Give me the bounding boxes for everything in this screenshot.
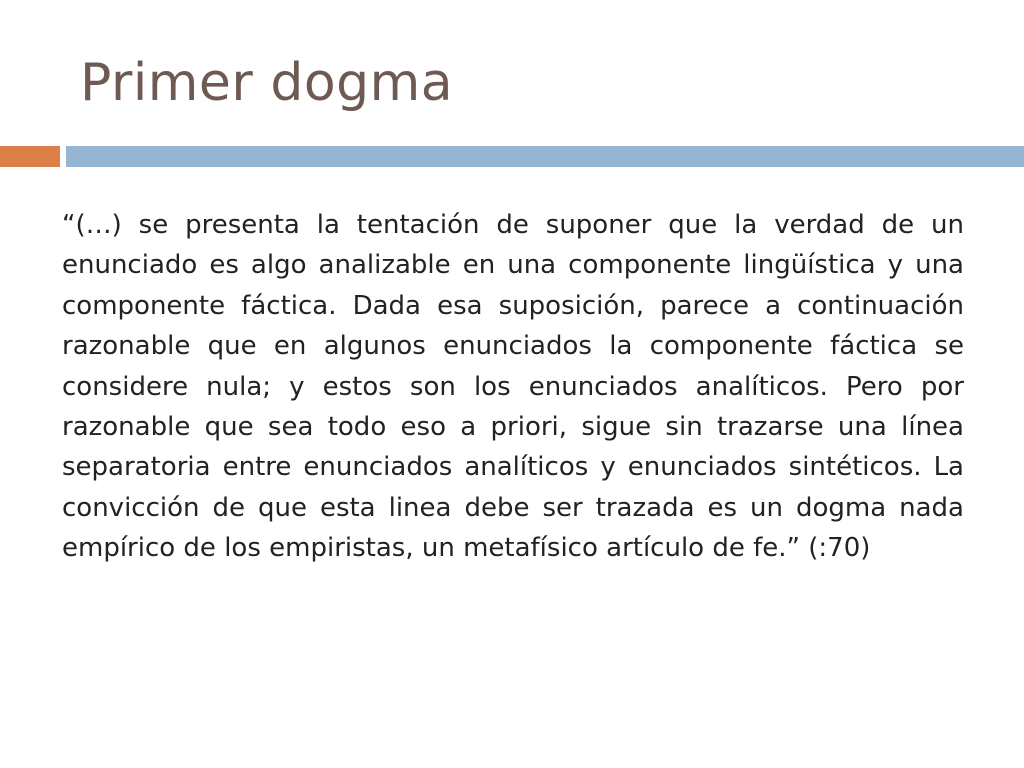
quote-paragraph: “(…) se presenta la tentación de suponer que la verdad de un enunciado es algo analizable en una componente lingüística y una componente fáctica. Dada esa suposición, parece a continuación razonable que en algunos enunciados la componente fáctica se considere nula; y estos son los enunciados analíticos. Pero por razonable que sea todo eso a priori, sigue sin trazarse una línea separatoria entre enunciados analíticos y enunciados sintéticos. La convicción de que esta linea debe ser trazada es un dogma nada empírico de los empiristas, un metafísico artículo de fe.” (:70) bbox=[62, 210, 964, 564]
accent-bar-blue bbox=[66, 146, 1024, 167]
slide-title: Primer dogma bbox=[80, 53, 454, 113]
accent-bar-orange bbox=[0, 146, 60, 167]
